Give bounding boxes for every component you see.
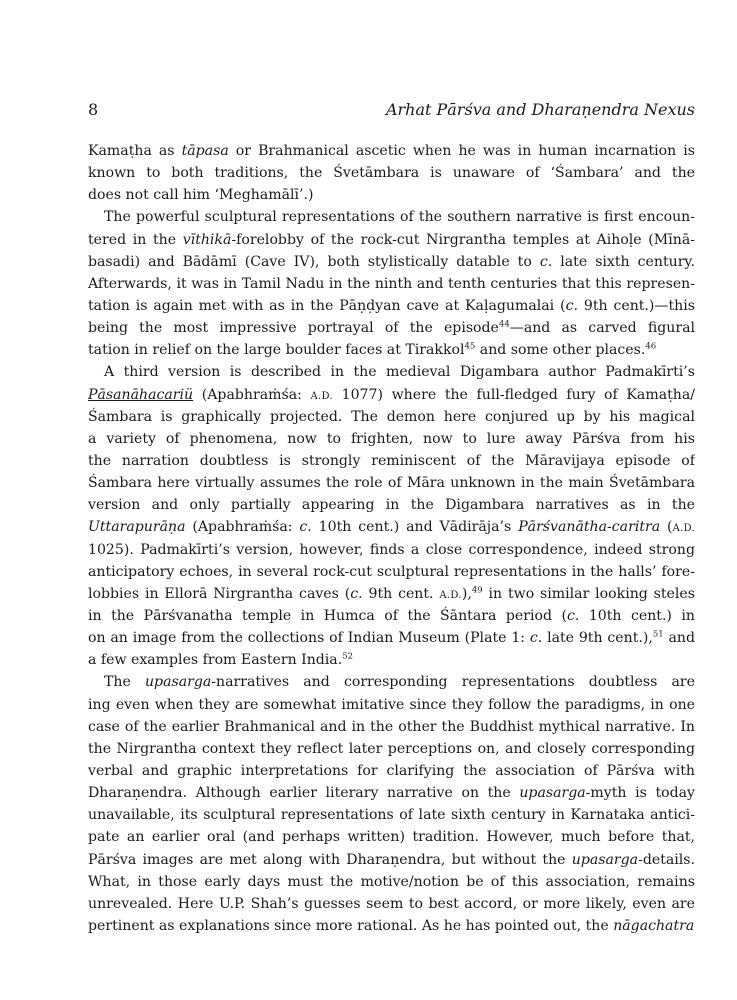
text-run: known to both traditions, the Śvetāmbara is unaware of ‘Śambara’ and the xyxy=(88,165,695,182)
italic-term: c. xyxy=(299,519,312,536)
text-line xyxy=(88,317,695,339)
italic-term: c. xyxy=(566,607,580,624)
text-run: Pārśva images are met along with Dharaṇendra, but without the xyxy=(88,851,572,868)
text-run: The powerful sculptural representations of the southern narrative is first encoun- xyxy=(104,209,695,226)
text-run: on an image from the collections of Indian Museum (Plate 1: xyxy=(88,630,530,647)
text-run: anticipatory echoes, in several rock-cut sculptural representations in the halls’ fore- xyxy=(88,563,695,580)
text-line xyxy=(88,760,695,782)
footnote-ref: 49 xyxy=(471,585,483,596)
text-line xyxy=(88,826,695,848)
text-run: Śambara here virtually assumes the role of Māra unknown in the main Śvetāmbara xyxy=(88,475,695,492)
text-line xyxy=(88,361,695,383)
text-line xyxy=(88,206,695,228)
text-line xyxy=(88,184,695,206)
page-number: 8 xyxy=(88,100,99,119)
text-run: (Apabhraṁśa: xyxy=(193,386,311,403)
text-run: Dharaṇendra. Although earlier literary narrative on the xyxy=(88,785,520,802)
text-line xyxy=(88,738,695,760)
text-run: or Brahmanical ascetic when he was in human incarnation is xyxy=(228,143,695,159)
text-run: 9th cent. xyxy=(362,585,440,602)
text-run: and xyxy=(663,630,695,647)
italic-term: Pārśvanātha-caritra xyxy=(518,519,661,536)
text-line xyxy=(88,494,695,516)
text-line xyxy=(88,428,695,450)
text-run: Afterwards, it was in Tamil Nadu in the ninth and tenth centuries that this represen- xyxy=(88,275,695,292)
text-line xyxy=(88,339,695,361)
text-line xyxy=(88,273,695,295)
page-header xyxy=(88,100,695,122)
text-run: (Apabhraṁśa: xyxy=(185,519,300,536)
text-line xyxy=(88,384,695,406)
text-run: Kamaṭha as xyxy=(88,143,182,159)
text-line xyxy=(88,140,695,162)
text-run: tered in the xyxy=(88,231,183,248)
body-text xyxy=(88,140,695,937)
era-abbrev: A.D. xyxy=(310,390,333,402)
text-run: a variety of phenomena, now to frighten, now to lure away Pārśva from his xyxy=(88,430,695,447)
text-run: The xyxy=(104,674,145,691)
text-run: verbal and graphic interpretations for clarifying the association of Pārśva with xyxy=(88,762,695,779)
text-line xyxy=(88,782,695,804)
footnote-ref: 52 xyxy=(342,651,354,662)
text-line xyxy=(88,162,695,184)
running-head: Arhat Pārśva and Dharaṇendra Nexus xyxy=(385,100,695,119)
text-run: and some other places. xyxy=(475,342,646,359)
text-run: lobbies in Ellorā Nirgrantha caves ( xyxy=(88,585,351,602)
text-run: late sixth century. xyxy=(552,253,695,270)
italic-term: Uttarapurāṇa xyxy=(88,519,186,536)
text-line xyxy=(88,406,695,428)
text-line xyxy=(88,450,695,472)
text-line xyxy=(88,229,695,251)
text-line xyxy=(88,804,695,826)
text-line xyxy=(88,649,695,671)
era-abbrev: A.D. xyxy=(672,523,695,535)
text-run: being the most impressive portrayal of the episode xyxy=(88,320,499,337)
italic-term: upasarga xyxy=(571,851,639,868)
text-line xyxy=(88,539,695,561)
text-line xyxy=(88,893,695,915)
footnote-ref: 44 xyxy=(498,319,510,330)
text-run: -narratives and corresponding representations doubtless are xyxy=(211,674,695,691)
text-run: 9th cent.)—this xyxy=(577,297,695,314)
text-run: the narration doubtless is strongly reminiscent of the Māravijaya episode of xyxy=(88,452,695,469)
text-run: What, in those early days must the motive/notion be of this association, remains xyxy=(88,873,695,890)
italic-term: c. xyxy=(350,585,363,602)
text-run: unavailable, its sculptural representations of late sixth century in Karnataka antici- xyxy=(88,807,695,824)
text-line xyxy=(88,849,695,871)
text-run: case of the earlier Brahmanical and in the other the Buddhist mythical narrative. In xyxy=(88,718,695,735)
text-run: ing even when they are somewhat imitative since they follow the paradigms, in one xyxy=(88,696,695,713)
text-run: 1077) where the full-fledged fury of Kamaṭha/ xyxy=(332,386,695,403)
text-run: A third version is described in the medieval Digambara author Padmakīrti’s xyxy=(104,364,695,381)
text-run: 1025). Padmakīrti’s version, however, finds a close correspondence, indeed strong xyxy=(88,541,695,558)
italic-term: c. xyxy=(529,630,543,647)
text-run: Śambara is graphically projected. The demon here conjured up by his magical xyxy=(88,408,695,425)
text-run: basadi) and Bādāmī (Cave IV), both stylistically datable to xyxy=(88,253,540,270)
text-line xyxy=(88,671,695,693)
text-line xyxy=(88,627,695,649)
text-line xyxy=(88,716,695,738)
text-run: in two similar looking steles xyxy=(482,585,695,602)
italic-term: c. xyxy=(565,297,578,314)
text-run: ( xyxy=(660,519,673,536)
text-run: ), xyxy=(461,585,472,602)
text-line xyxy=(88,694,695,716)
text-line xyxy=(88,251,695,273)
text-run: pertinent as explanations since more rational. As he has pointed out, the xyxy=(88,917,614,934)
text-run: -myth is today xyxy=(585,785,695,802)
text-run: -details. xyxy=(638,851,695,868)
italic-term: tāpasa xyxy=(181,143,229,159)
text-run: does not call him ‘Meghamālī’.) xyxy=(88,187,314,204)
text-line xyxy=(88,472,695,494)
era-abbrev: A.D. xyxy=(439,589,462,601)
italic-term: vīthikā xyxy=(182,231,232,248)
text-run: version and only partially appearing in the Digambara narratives as in the xyxy=(88,497,695,514)
text-run: tation in relief on the large boulder faces at Tirakkol xyxy=(88,342,465,359)
text-run: 10th cent.) and Vādirāja’s xyxy=(311,519,519,536)
text-run: unrevealed. Here U.P. Shah’s guesses seem to best accord, or more likely, even are xyxy=(88,895,695,912)
text-run: —and as carved figural xyxy=(509,320,695,337)
italic-term: upasarga xyxy=(519,785,586,802)
footnote-ref: 46 xyxy=(645,341,657,352)
text-run: late 9th cent.), xyxy=(542,630,653,647)
text-run: tation is again met with as in the Pāṇḍyan cave at Kaḷagumalai ( xyxy=(88,297,566,314)
text-line xyxy=(88,516,695,538)
text-line xyxy=(88,915,695,937)
text-line xyxy=(88,871,695,893)
text-line xyxy=(88,295,695,317)
italic-term: c. xyxy=(539,253,553,270)
book-title: Pāsanāhacariü xyxy=(88,386,194,403)
text-run: pate an earlier oral (and perhaps written) tradition. However, much before that, xyxy=(88,829,695,846)
footnote-ref: 45 xyxy=(464,341,476,352)
text-run: -forelobby of the rock-cut Nirgrantha temples at Aihoḷe (Mīnā- xyxy=(231,231,695,248)
text-line xyxy=(88,583,695,605)
text-line xyxy=(88,605,695,627)
text-run: a few examples from Eastern India. xyxy=(88,652,343,669)
text-run: the Nirgrantha context they reflect later perceptions on, and closely corresponding xyxy=(88,740,695,757)
text-line xyxy=(88,561,695,583)
text-run: in the Pārśvanatha temple in Humca of the Śāntara period ( xyxy=(88,607,567,624)
italic-term: upasarga xyxy=(144,674,212,691)
text-run: 10th cent.) in xyxy=(588,607,695,624)
footnote-ref: 51 xyxy=(652,629,664,640)
italic-term: nāgachatra xyxy=(613,917,695,934)
